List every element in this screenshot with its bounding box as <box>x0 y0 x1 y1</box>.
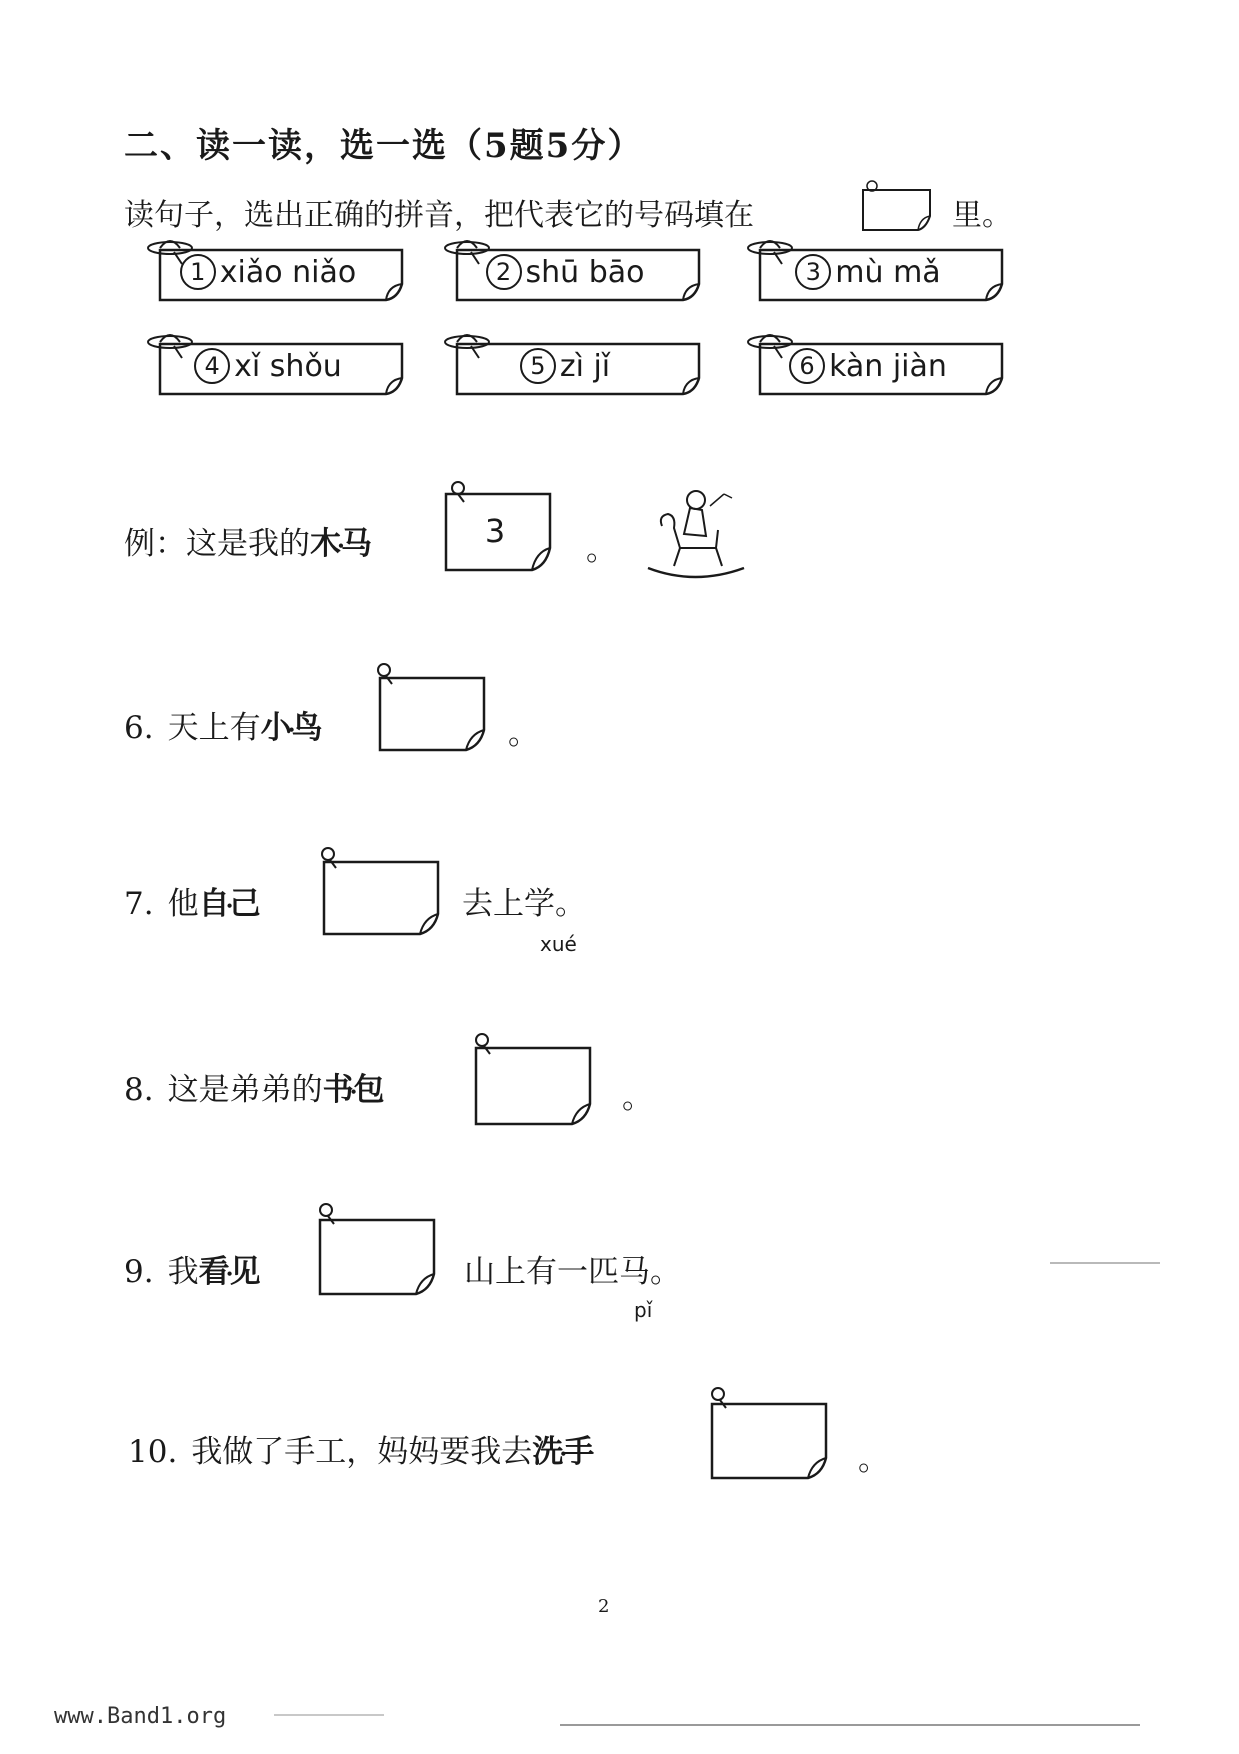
section-title: 二、读一读，选一选（5题5分） <box>124 126 644 166</box>
question-7-pinyin-hint: xué <box>540 932 577 956</box>
question-9-pinyin-hint: pǐ <box>634 1298 653 1322</box>
option-number: 6 <box>789 348 825 384</box>
question-10 <box>128 1426 594 1471</box>
question-target-word: 看见 • <box>199 1254 261 1290</box>
answer-box-8[interactable] <box>470 1030 606 1130</box>
example-label: 例： <box>124 526 186 562</box>
option-pinyin: mù mǎ <box>835 255 941 290</box>
question-6 <box>124 702 323 747</box>
example-pre: 这是我的 <box>186 526 310 562</box>
answer-box-10[interactable] <box>706 1384 842 1484</box>
scan-artifact-line <box>274 1714 384 1716</box>
question-pre-text: 天上有 <box>167 710 261 746</box>
example-answer: 3 <box>484 512 506 550</box>
rocking-horse-icon <box>640 486 750 586</box>
question-9 <box>124 1246 261 1291</box>
option-number: 5 <box>520 348 556 384</box>
question-7-post-text: 去上学。 <box>462 886 586 922</box>
option-card-5 <box>437 334 713 400</box>
question-9-post-text: 山上有一匹马。 <box>464 1254 681 1290</box>
question-number: 10. <box>128 1434 178 1470</box>
scan-artifact-line <box>1050 1262 1160 1264</box>
question-number: 9. <box>124 1254 154 1290</box>
footer-watermark: www.Band1.org <box>54 1704 227 1729</box>
option-pinyin: xiǎo niǎo <box>219 255 357 290</box>
instruction-text: 读句子，选出正确的拼音，把代表它的号码填在 <box>124 198 754 233</box>
option-card-2 <box>437 240 713 306</box>
option-number: 1 <box>180 254 216 290</box>
option-number: 4 <box>194 348 230 384</box>
option-card-1 <box>140 240 416 306</box>
question-8 <box>124 1064 385 1109</box>
option-pinyin: xǐ shǒu <box>234 349 342 384</box>
question-number: 6. <box>124 710 154 746</box>
answer-box-9[interactable] <box>314 1200 450 1300</box>
example-target-word: 木马 • <box>310 526 372 562</box>
instruction-end-text: 里。 <box>952 198 1012 233</box>
question-number: 8. <box>124 1072 154 1108</box>
question-target-word: 自己 • <box>199 886 261 922</box>
option-number: 2 <box>486 254 522 290</box>
question-target-word: 小鸟 • <box>261 710 323 746</box>
question-target-word: 洗手 • <box>532 1434 594 1470</box>
question-7 <box>124 878 261 923</box>
question-8-period: 。 <box>622 1080 653 1116</box>
question-6-period: 。 <box>508 716 539 752</box>
option-card-6 <box>740 334 1016 400</box>
question-number: 7. <box>124 886 154 922</box>
answer-box-7[interactable] <box>318 844 454 940</box>
instruction-sample-box <box>860 180 936 232</box>
option-pinyin: kàn jiàn <box>829 349 947 384</box>
page-number: 2 <box>598 1596 610 1617</box>
answer-box-6[interactable] <box>374 660 500 756</box>
scan-artifact-line <box>560 1724 1140 1726</box>
question-pre-text: 我 <box>167 1254 199 1290</box>
option-pinyin: shū bāo <box>525 255 645 290</box>
option-card-4 <box>140 334 416 400</box>
option-number: 3 <box>795 254 831 290</box>
question-pre-text: 他 <box>167 886 199 922</box>
question-pre-text: 我做了手工，妈妈要我去 <box>191 1434 533 1470</box>
question-10-period: 。 <box>858 1442 889 1478</box>
example-answer-box <box>440 480 566 576</box>
example-sentence <box>124 518 372 563</box>
example-period: 。 <box>586 532 617 568</box>
question-target-word: 书包 • <box>323 1072 385 1108</box>
option-card-3 <box>740 240 1016 306</box>
option-pinyin: zì jǐ <box>559 349 611 384</box>
question-pre-text: 这是弟弟的 <box>167 1072 323 1108</box>
